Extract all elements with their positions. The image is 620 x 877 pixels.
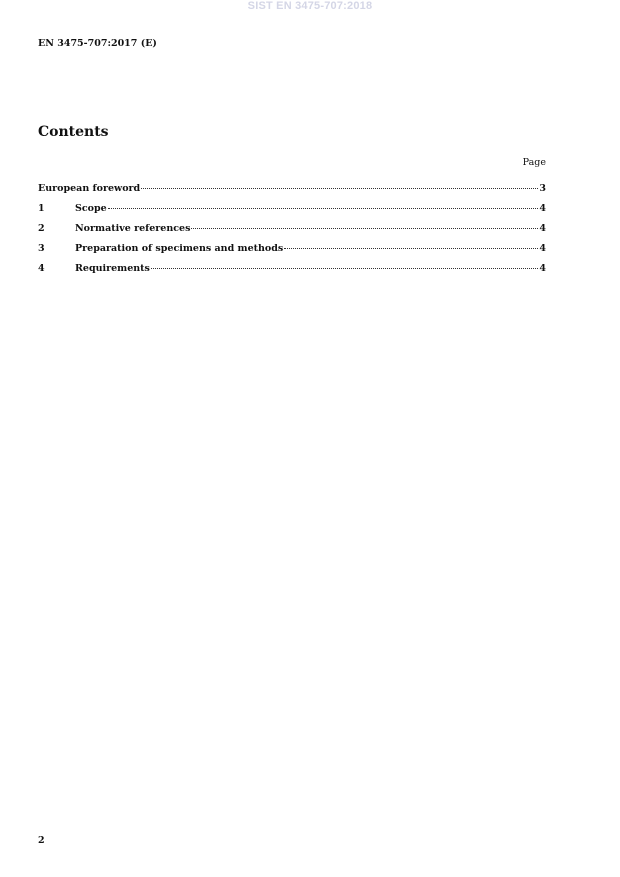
page-column-label: Page [522,157,546,168]
toc-entry-text[interactable]: European foreword [38,183,141,194]
toc-entry-number: 1 [38,203,45,214]
toc-entry-number: 3 [38,243,45,254]
toc-entry-normative-references[interactable] [38,223,546,243]
toc-leader-dots [141,188,538,189]
toc-entry-foreword[interactable] [38,183,546,203]
toc-entry-requirements[interactable] [38,263,546,283]
toc-entry-preparation[interactable] [38,243,546,263]
toc-leader-dots [108,208,539,209]
table-of-contents [38,183,546,283]
toc-entry-text[interactable]: Requirements [75,263,150,274]
toc-entry-page: 4 [539,203,546,214]
toc-entry-page: 3 [539,183,546,194]
toc-entry-number: 2 [38,223,45,234]
contents-title: Contents [38,124,109,140]
toc-entry-text[interactable]: Preparation of specimens and methods [75,243,284,254]
document-reference: EN 3475-707:2017 (E) [38,38,157,49]
toc-entry-page: 4 [539,263,546,274]
page-number: 2 [38,835,45,846]
toc-leader-dots [191,228,538,229]
toc-entry-page: 4 [539,243,546,254]
toc-leader-dots [151,268,538,269]
toc-entry-text[interactable]: Scope [75,203,107,214]
toc-entry-page: 4 [539,223,546,234]
toc-entry-scope[interactable] [38,203,546,223]
watermark: SIST EN 3475-707:2018 [247,0,373,12]
toc-entry-number: 4 [38,263,45,274]
toc-entry-text[interactable]: Normative references [75,223,191,234]
toc-leader-dots [284,248,538,249]
